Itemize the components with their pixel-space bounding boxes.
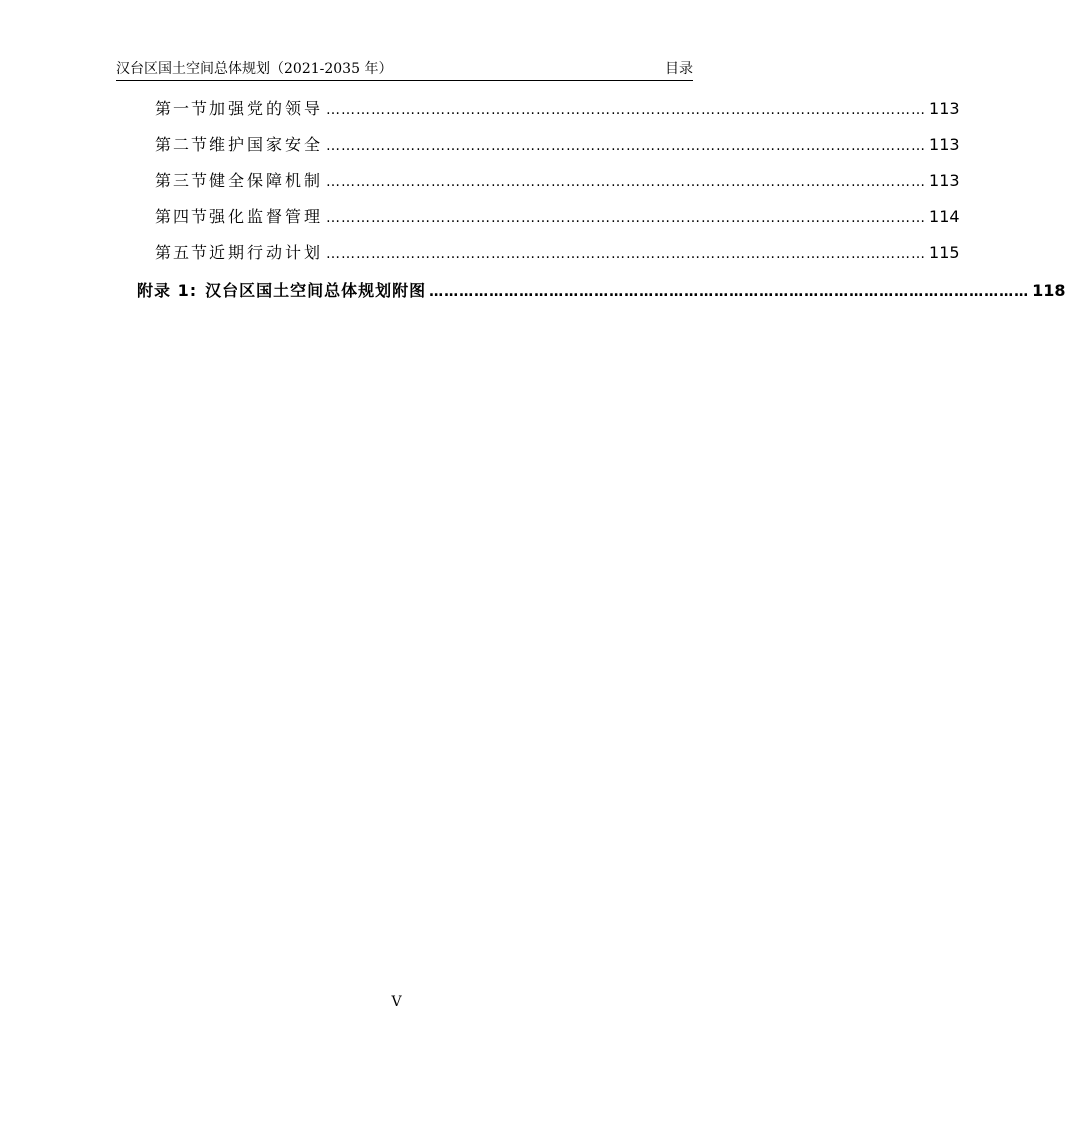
toc-entry[interactable]	[155, 170, 960, 192]
toc-entry-page: 114	[929, 207, 960, 226]
dot-leader: …………………………………………………………………………………………………………	[429, 284, 1030, 300]
toc-entry-title: 加强党的领导	[209, 99, 324, 118]
toc-appendix-entry[interactable]	[137, 280, 1066, 302]
header-doc-title: 汉台区国土空间总体规划（2021-2035 年）	[116, 61, 393, 77]
toc-entry-page: 118	[1032, 281, 1066, 300]
toc-entry-number: 第一节	[155, 99, 210, 118]
dot-leader: …………………………………………………………………………………………………………	[326, 102, 927, 118]
toc-entry[interactable]	[155, 98, 960, 120]
toc-entry[interactable]	[155, 134, 960, 156]
toc-entry-number: 第二节	[155, 135, 210, 154]
toc-entry-number: 第三节	[155, 171, 210, 190]
toc-entry-title: 健全保障机制	[209, 171, 324, 190]
toc-entry-page: 113	[929, 171, 960, 190]
page-header	[116, 56, 693, 81]
toc-entry-page: 115	[929, 243, 960, 262]
dot-leader: …………………………………………………………………………………………………………	[326, 174, 927, 190]
dot-leader: …………………………………………………………………………………………………………	[326, 246, 927, 262]
toc-entry[interactable]	[155, 242, 960, 264]
toc-entry-title: 强化监督管理	[209, 207, 324, 226]
toc-entry[interactable]	[155, 206, 960, 228]
toc-entry-page: 113	[929, 135, 960, 154]
toc-entry-title: 维护国家安全	[209, 135, 324, 154]
toc-entry-title: 近期行动计划	[209, 243, 324, 262]
toc-entry-number: 附录 1:	[137, 281, 198, 300]
toc-entry-page: 113	[929, 99, 960, 118]
header-section-label: 目录	[665, 61, 693, 77]
page-number: V	[391, 994, 402, 1010]
dot-leader: …………………………………………………………………………………………………………	[326, 138, 927, 154]
toc-entry-title: 汉台区国土空间总体规划附图	[205, 281, 427, 300]
toc-entry-number: 第五节	[155, 243, 210, 262]
toc-entry-number: 第四节	[155, 207, 210, 226]
dot-leader: …………………………………………………………………………………………………………	[326, 210, 927, 226]
